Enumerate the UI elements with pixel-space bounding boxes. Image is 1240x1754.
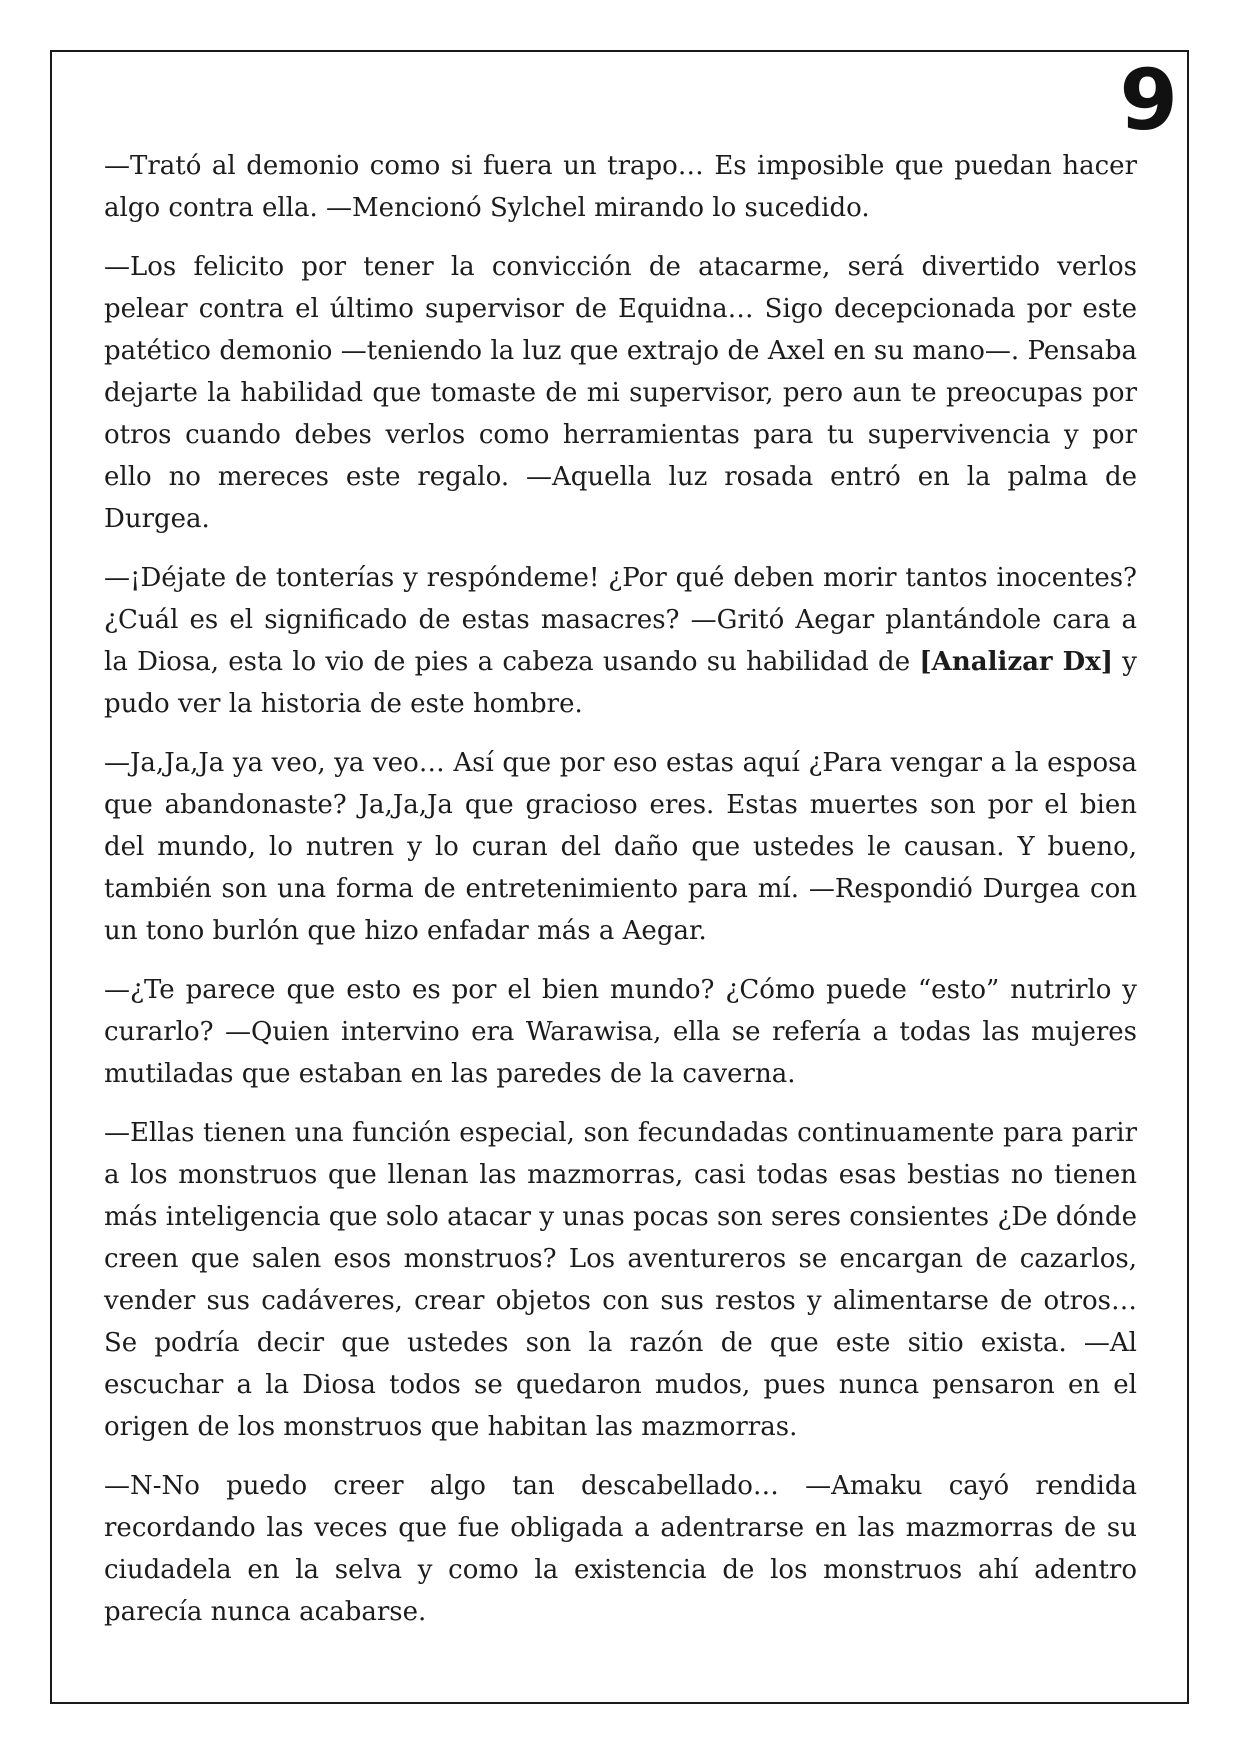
text-body <box>104 145 1137 1650</box>
page-number: 9 <box>1119 51 1178 149</box>
skill-name: [Analizar Dx] <box>919 647 1114 677</box>
paragraph-4: —Ja,Ja,Ja ya veo, ya veo… Así que por eso estas aquí ¿Para vengar a la esposa que abandonaste? Ja,Ja,Ja que gracioso eres. Estas muertes son por el bien del mundo, lo nutren y lo curan del daño que ustedes le causan. Y bueno, también son una forma de entretenimiento para mí. —Respondió Durgea con un tono burlón que hizo enfadar más a Aegar. <box>104 748 1137 946</box>
paragraph-3-part-1: —¡Déjate de tonterías y respóndeme! ¿Por qué deben morir tantos inocentes? ¿Cuál es el significado de estas masacres? —Gritó Aegar plantándole cara a la Diosa, esta lo vio de pies a cabeza usando su habilidad de <box>104 563 1137 677</box>
paragraph-2: —Los felicito por tener la convicción de atacarme, será divertido verlos pelear contra el último supervisor de Equidna… Sigo decepcionada por este patético demonio —teniendo la luz que extrajo de Axel en su mano—. Pensaba dejarte la habilidad que tomaste de mi supervisor, pero aun te preocupas por otros cuando debes verlos como herramientas para tu supervivencia y por ello no mereces este regalo. —Aquella luz rosada entró en la palma de Durgea. <box>104 252 1137 534</box>
paragraph-7: —N-No puedo creer algo tan descabellado… —Amaku cayó rendida recordando las veces que fue obligada a adentrarse en las mazmorras de su ciudadela en la selva y como la existencia de los monstruos ahí adentro parecía nunca acabarse. <box>104 1471 1137 1627</box>
paragraph-3 <box>104 557 1137 725</box>
paragraph-1: —Trató al demonio como si fuera un trapo… Es imposible que puedan hacer algo contra ella. —Mencionó Sylchel mirando lo sucedido. <box>104 151 1137 223</box>
paragraph-3-part-2: y pudo ver la historia de este hombre. <box>104 647 1137 719</box>
paragraph-6: —Ellas tienen una función especial, son fecundadas continuamente para parir a los monstruos que llenan las mazmorras, casi todas esas bestias no tienen más inteligencia que solo atacar y unas pocas son seres consientes ¿De dónde creen que salen esos monstruos? Los aventureros se encargan de cazarlos, vender sus cadáveres, crear objetos con sus restos y alimentarse de otros… Se podría decir que ustedes son la razón de que este sitio exista. —Al escuchar a la Diosa todos se quedaron mudos, pues nunca pensaron en el origen de los monstruos que habitan las mazmorras. <box>104 1118 1137 1442</box>
paragraph-5: —¿Te parece que esto es por el bien mundo? ¿Cómo puede “esto” nutrirlo y curarlo? —Quien intervino era Warawisa, ella se refería a todas las mujeres mutiladas que estaban en las paredes de la caverna. <box>104 975 1137 1089</box>
